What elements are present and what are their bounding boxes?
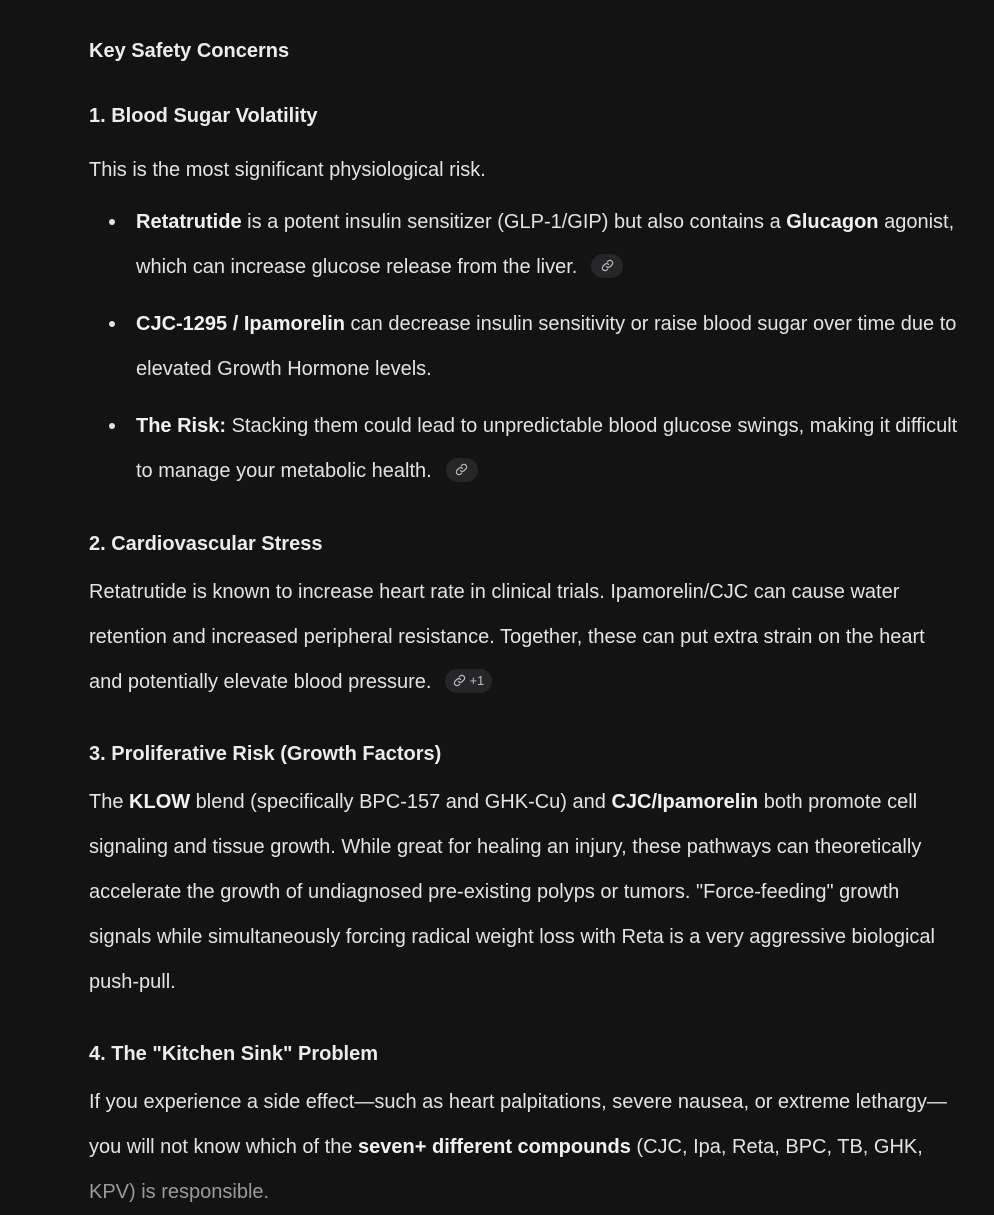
bold-term: CJC/Ipamorelin (611, 791, 759, 813)
cardiovascular-paragraph (89, 570, 959, 705)
list-item-text: Stacking them could lead to unpredictable blood glucose swings, making it difficult to manage your metabolic health. (136, 415, 958, 482)
list-item (89, 404, 959, 494)
bold-term: CJC-1295 / Ipamorelin (136, 313, 345, 335)
subsection-title-proliferative: 3. Proliferative Risk (Growth Factors) (89, 743, 442, 765)
link-icon (455, 463, 468, 476)
faded-paragraph-text: KPV) is responsible. (89, 1181, 270, 1203)
source-link-chip[interactable] (591, 254, 623, 278)
list-item-text: is a potent insulin sensitizer (GLP-1/GIP) but also contains a (241, 211, 787, 233)
list-item (89, 302, 959, 392)
paragraph-text: blend (specifically BPC-157 and GHK-Cu) and (190, 791, 612, 813)
list-item-text: agonist, which can increase glucose release from the liver. (136, 211, 955, 278)
bold-term: KLOW (129, 791, 191, 813)
bold-term: Retatrutide (136, 211, 242, 233)
section-heading: Key Safety Concerns (89, 40, 290, 62)
bullet-dot (109, 321, 115, 327)
link-icon (601, 259, 614, 272)
source-link-chip[interactable] (446, 458, 478, 482)
source-count: +1 (469, 672, 485, 688)
subsection-title-cardiovascular: 2. Cardiovascular Stress (89, 533, 323, 555)
subsection-title-blood-sugar: 1. Blood Sugar Volatility (89, 105, 318, 127)
proliferative-paragraph (89, 780, 959, 1005)
intro-paragraph: This is the most significant physiological risk. (89, 159, 486, 181)
bullet-dot (109, 423, 115, 429)
list-item (89, 200, 959, 290)
list-item-text: can decrease insulin sensitivity or raise blood sugar over time due to elevated Growth Hormone levels. (136, 313, 957, 380)
bullet-dot (109, 219, 115, 225)
bold-term: Glucagon (786, 211, 879, 233)
paragraph-text: The (89, 791, 130, 813)
bold-term: The Risk: (136, 415, 227, 437)
bold-term: seven+ different compounds (358, 1136, 631, 1158)
risk-bullet-list (89, 200, 959, 506)
paragraph-text: Retatrutide is known to increase heart rate in clinical trials. Ipamorelin/CJC can cause water retention and increased peripheral resistance. Together, these can put extra strain on the heart and potentially elevate blood pressure. (89, 581, 925, 693)
kitchen-sink-paragraph (89, 1080, 959, 1215)
link-icon (453, 674, 466, 687)
paragraph-text: both promote cell signaling and tissue growth. While great for healing an injury, these pathways can theoretically accelerate the growth of undiagnosed pre-existing polyps or tumors. "Force-feeding" growth signals while simultaneously forcing radical weight loss with Reta is a very aggressive biological push-pull. (89, 791, 935, 993)
subsection-title-kitchen-sink: 4. The "Kitchen Sink" Problem (89, 1043, 379, 1065)
paragraph-text: If you experience a side effect—such as heart palpitations, severe nausea, or extreme lethargy—you will not know which of the (89, 1091, 947, 1158)
paragraph-text: (CJC, Ipa, Reta, BPC, TB, GHK, (630, 1136, 923, 1158)
source-link-chip[interactable] (445, 669, 492, 693)
